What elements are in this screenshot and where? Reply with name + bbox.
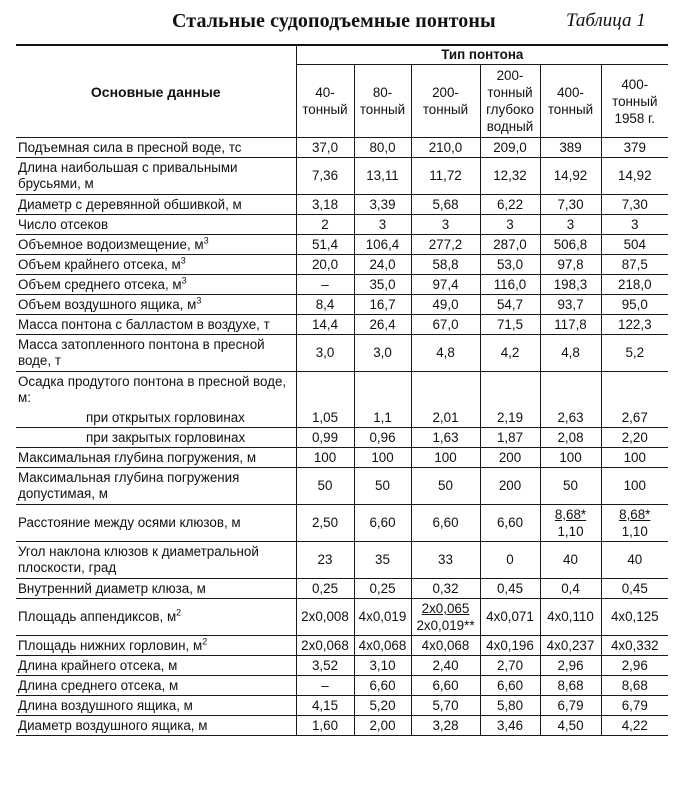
fraction-numerator: 8,68* <box>619 507 651 522</box>
value-cell: 71,5 <box>480 315 540 335</box>
value-cell: 0,45 <box>601 579 668 599</box>
value-cell: 54,7 <box>480 295 540 315</box>
value-cell: 11,72 <box>411 158 480 195</box>
header-line: 400- <box>557 85 584 100</box>
value-cell: 0,99 <box>296 428 354 448</box>
value-cell: 3,46 <box>480 716 540 736</box>
value-cell: 8,68 <box>601 676 668 696</box>
value-cell: 51,4 <box>296 235 354 255</box>
value-cell: 6,60 <box>411 676 480 696</box>
value-cell: 0,25 <box>296 579 354 599</box>
table-row <box>16 468 668 505</box>
value-cell <box>296 372 354 409</box>
header-line: 400- <box>621 76 649 92</box>
value-cell: 5,68 <box>411 195 480 215</box>
table-row <box>16 408 668 428</box>
value-cell: 40 <box>540 542 601 579</box>
document-title: Стальные судоподъемные понтоны <box>172 10 496 32</box>
value-cell: 4x0,068 <box>411 636 480 656</box>
value-cell: 97,8 <box>540 255 601 275</box>
value-cell: 4x0,110 <box>540 599 601 636</box>
header-line: тонный <box>302 102 348 117</box>
value-cell: 4,22 <box>601 716 668 736</box>
value-cell: 198,3 <box>540 275 601 295</box>
value-cell: 3,0 <box>354 335 411 372</box>
value-cell: 4x0,332 <box>601 636 668 656</box>
value-cell: 3 <box>354 215 411 235</box>
value-cell: 93,7 <box>540 295 601 315</box>
value-cell: 16,7 <box>354 295 411 315</box>
value-cell: 3,18 <box>296 195 354 215</box>
value-cell: 2,63 <box>540 408 601 428</box>
value-cell: 3 <box>480 215 540 235</box>
table-row <box>16 448 668 468</box>
value-cell: 6,79 <box>540 696 601 716</box>
row-label: Диаметр воздушного ящика, м <box>16 716 296 736</box>
row-label: при закрытых горловинах <box>16 428 296 448</box>
table-row <box>16 315 668 335</box>
value-cell: 2x0,008 <box>296 599 354 636</box>
value-cell: 13,11 <box>354 158 411 195</box>
value-cell: 389 <box>540 138 601 158</box>
value-cell: 2,67 <box>601 408 668 428</box>
row-label: при открытых горловинах <box>16 408 296 428</box>
fraction-value <box>555 506 586 540</box>
header-line: тонный <box>359 102 406 117</box>
table-row <box>16 542 668 579</box>
header-line: водный <box>486 119 534 134</box>
value-cell: 116,0 <box>480 275 540 295</box>
table-row <box>16 275 668 295</box>
value-cell: 58,8 <box>411 255 480 275</box>
value-cell: 4x0,071 <box>480 599 540 636</box>
table-row <box>16 599 668 636</box>
value-cell: 209,0 <box>480 138 540 158</box>
value-cell: 277,2 <box>411 235 480 255</box>
value-cell: 33 <box>411 542 480 579</box>
row-label: Подъемная сила в пресной воде, тс <box>16 138 296 158</box>
value-cell: 4x0,068 <box>354 636 411 656</box>
pontoon-type-column-header <box>601 65 668 138</box>
row-label: Объемное водоизмещение, $м^3$ <box>16 235 296 255</box>
value-cell: 100 <box>354 448 411 468</box>
value-cell: 287,0 <box>480 235 540 255</box>
value-cell: 0,32 <box>411 579 480 599</box>
value-cell: 100 <box>601 448 668 468</box>
value-cell: 14,92 <box>540 158 601 195</box>
row-label: Угол наклона клюзов к диаметральной плоскости, град <box>16 542 296 579</box>
value-cell: 26,4 <box>354 315 411 335</box>
row-label: Число отсеков <box>16 215 296 235</box>
value-cell: 2,08 <box>540 428 601 448</box>
row-label: Площадь аппендиксов, $м^2$ <box>16 599 296 636</box>
row-label: Осадка продутого понтона в пресной воде, м: <box>16 372 296 409</box>
row-label: Объем крайнего отсека, $м^3$ <box>16 255 296 275</box>
row-label: Площадь нижних горловин, $м^2$ <box>16 636 296 656</box>
value-cell: 5,20 <box>354 696 411 716</box>
table-row <box>16 215 668 235</box>
row-label: Масса понтона с балластом в воздухе, т <box>16 315 296 335</box>
header-line: тонный <box>487 85 533 100</box>
fraction-numerator: 2x0,065 <box>421 601 470 616</box>
header-row-group <box>16 45 668 65</box>
value-cell: 6,79 <box>601 696 668 716</box>
row-label: Длина наибольшая с привальными брусьями, м <box>16 158 296 195</box>
header-line: 200- <box>432 85 459 100</box>
value-cell: 23 <box>296 542 354 579</box>
row-label: Диаметр с деревянной обшивкой, м <box>16 195 296 215</box>
value-cell: 6,22 <box>480 195 540 215</box>
value-cell: 3,28 <box>411 716 480 736</box>
pontoon-type-column-header <box>411 65 480 138</box>
table-row <box>16 428 668 448</box>
value-cell: 200 <box>480 448 540 468</box>
value-cell: 80,0 <box>354 138 411 158</box>
value-cell: 2,01 <box>411 408 480 428</box>
header-line: тонный <box>547 102 594 117</box>
value-cell: 506,8 <box>540 235 601 255</box>
value-cell: 14,92 <box>601 158 668 195</box>
table-row <box>16 656 668 676</box>
value-cell: 67,0 <box>411 315 480 335</box>
table-row <box>16 579 668 599</box>
value-cell: 6,60 <box>354 676 411 696</box>
value-cell: 97,4 <box>411 275 480 295</box>
value-cell: 2,50 <box>296 505 354 542</box>
title-row <box>0 0 676 40</box>
value-cell: 504 <box>601 235 668 255</box>
value-cell: 35,0 <box>354 275 411 295</box>
table-row <box>16 295 668 315</box>
value-cell: 218,0 <box>601 275 668 295</box>
value-cell: 50 <box>354 468 411 505</box>
table-row <box>16 505 668 542</box>
value-cell: 7,30 <box>540 195 601 215</box>
table-row <box>16 696 668 716</box>
value-cell: 3 <box>411 215 480 235</box>
row-label: Длина крайнего отсека, м <box>16 656 296 676</box>
value-cell: 2,96 <box>601 656 668 676</box>
fraction-denominator: 1,10 <box>557 524 584 539</box>
value-cell: 2,19 <box>480 408 540 428</box>
value-cell: 24,0 <box>354 255 411 275</box>
value-cell: 100 <box>601 468 668 505</box>
value-cell: 122,3 <box>601 315 668 335</box>
value-cell: 2,40 <box>411 656 480 676</box>
value-cell: – <box>296 676 354 696</box>
fraction-denominator: 1,10 <box>621 524 648 539</box>
value-cell: 3 <box>540 215 601 235</box>
value-cell: 1,60 <box>296 716 354 736</box>
row-label: Внутренний диаметр клюза, м <box>16 579 296 599</box>
value-cell: 6,60 <box>480 505 540 542</box>
header-line: 200- <box>496 68 524 83</box>
value-cell: 1,63 <box>411 428 480 448</box>
value-cell: 4x0,019 <box>354 599 411 636</box>
table-row <box>16 138 668 158</box>
table-row <box>16 372 668 409</box>
value-cell: 200 <box>480 468 540 505</box>
value-cell: 3,39 <box>354 195 411 215</box>
value-cell: 2,20 <box>601 428 668 448</box>
table-row <box>16 335 668 372</box>
value-cell: 49,0 <box>411 295 480 315</box>
value-cell: 1,05 <box>296 408 354 428</box>
value-cell <box>411 599 480 636</box>
header-line: 1958 г. <box>614 110 656 126</box>
value-cell: 3 <box>601 215 668 235</box>
fraction-value <box>619 506 650 540</box>
row-label: Масса затопленного понтона в пресной воде, т <box>16 335 296 372</box>
value-cell: 106,4 <box>354 235 411 255</box>
value-cell: 53,0 <box>480 255 540 275</box>
value-cell <box>411 372 480 409</box>
value-cell: 87,5 <box>601 255 668 275</box>
value-cell: 0 <box>480 542 540 579</box>
fraction-denominator: 2x0,019** <box>416 618 475 633</box>
value-cell: 0,4 <box>540 579 601 599</box>
pontoon-type-column-header <box>480 65 540 138</box>
value-cell <box>354 372 411 409</box>
value-cell: 1,87 <box>480 428 540 448</box>
value-cell <box>540 372 601 409</box>
value-cell: 12,32 <box>480 158 540 195</box>
value-cell: 100 <box>540 448 601 468</box>
value-cell <box>540 505 601 542</box>
value-cell: 4x0,125 <box>601 599 668 636</box>
value-cell: 95,0 <box>601 295 668 315</box>
value-cell: 6,60 <box>411 505 480 542</box>
value-cell <box>480 372 540 409</box>
pontoon-type-column-header <box>354 65 411 138</box>
value-cell: 50 <box>411 468 480 505</box>
value-cell: 210,0 <box>411 138 480 158</box>
value-cell: 2,00 <box>354 716 411 736</box>
fraction-value <box>416 600 474 634</box>
header-line: 40- <box>315 85 335 100</box>
value-cell <box>601 505 668 542</box>
value-cell: 40 <box>601 542 668 579</box>
value-cell: 3,0 <box>296 335 354 372</box>
table-row <box>16 716 668 736</box>
fraction-numerator: 8,68* <box>554 507 587 522</box>
row-label: Расстояние между осями клюзов, м <box>16 505 296 542</box>
value-cell: 4,50 <box>540 716 601 736</box>
value-cell: 4x0,196 <box>480 636 540 656</box>
value-cell: 4,2 <box>480 335 540 372</box>
value-cell: 6,60 <box>480 676 540 696</box>
pontoon-type-column-header <box>296 65 354 138</box>
table-body <box>16 138 668 736</box>
value-cell: 379 <box>601 138 668 158</box>
table-label: Таблица 1 <box>566 10 646 31</box>
header-line: тонный <box>612 93 658 109</box>
value-cell: 3,52 <box>296 656 354 676</box>
value-cell: 4,8 <box>540 335 601 372</box>
value-cell: 1,1 <box>354 408 411 428</box>
value-cell: 3,10 <box>354 656 411 676</box>
value-cell: – <box>296 275 354 295</box>
value-cell: 100 <box>296 448 354 468</box>
value-cell: 50 <box>296 468 354 505</box>
value-cell: 7,30 <box>601 195 668 215</box>
value-cell: 14,4 <box>296 315 354 335</box>
row-label: Длина среднего отсека, м <box>16 676 296 696</box>
value-cell: 8,68 <box>540 676 601 696</box>
value-cell: 50 <box>540 468 601 505</box>
value-cell: 100 <box>411 448 480 468</box>
value-cell: 5,70 <box>411 696 480 716</box>
pontoon-type-column-header <box>540 65 601 138</box>
header-line: тонный <box>422 102 469 117</box>
row-label: Объем воздушного ящика, $м^3$ <box>16 295 296 315</box>
row-label: Объем среднего отсека, $м^3$ <box>16 275 296 295</box>
table-row <box>16 676 668 696</box>
value-cell: 4,15 <box>296 696 354 716</box>
value-cell: 6,60 <box>354 505 411 542</box>
value-cell: 2,96 <box>540 656 601 676</box>
row-label: Максимальная глубина погружения допустимая, м <box>16 468 296 505</box>
header-line: глубоко <box>486 102 534 117</box>
main-data-header: Основные данные <box>16 45 296 138</box>
value-cell: 35 <box>354 542 411 579</box>
value-cell: 2,70 <box>480 656 540 676</box>
pontoon-data-table <box>16 44 668 736</box>
value-cell: 5,80 <box>480 696 540 716</box>
value-cell: 20,0 <box>296 255 354 275</box>
pontoon-type-header: Тип понтона <box>296 45 668 65</box>
value-cell: 2x0,068 <box>296 636 354 656</box>
value-cell: 0,45 <box>480 579 540 599</box>
table-row <box>16 255 668 275</box>
table-row <box>16 235 668 255</box>
header-line: 80- <box>372 85 393 100</box>
value-cell: 4,8 <box>411 335 480 372</box>
value-cell: 4x0,237 <box>540 636 601 656</box>
row-label: Длина воздушного ящика, м <box>16 696 296 716</box>
value-cell: 0,25 <box>354 579 411 599</box>
value-cell: 2 <box>296 215 354 235</box>
value-cell: 5,2 <box>601 335 668 372</box>
value-cell: 8,4 <box>296 295 354 315</box>
table-row <box>16 636 668 656</box>
row-label: Максимальная глубина погружения, м <box>16 448 296 468</box>
value-cell <box>601 372 668 409</box>
table-row <box>16 158 668 195</box>
value-cell: 37,0 <box>296 138 354 158</box>
value-cell: 7,36 <box>296 158 354 195</box>
value-cell: 0,96 <box>354 428 411 448</box>
value-cell: 117,8 <box>540 315 601 335</box>
table-row <box>16 195 668 215</box>
